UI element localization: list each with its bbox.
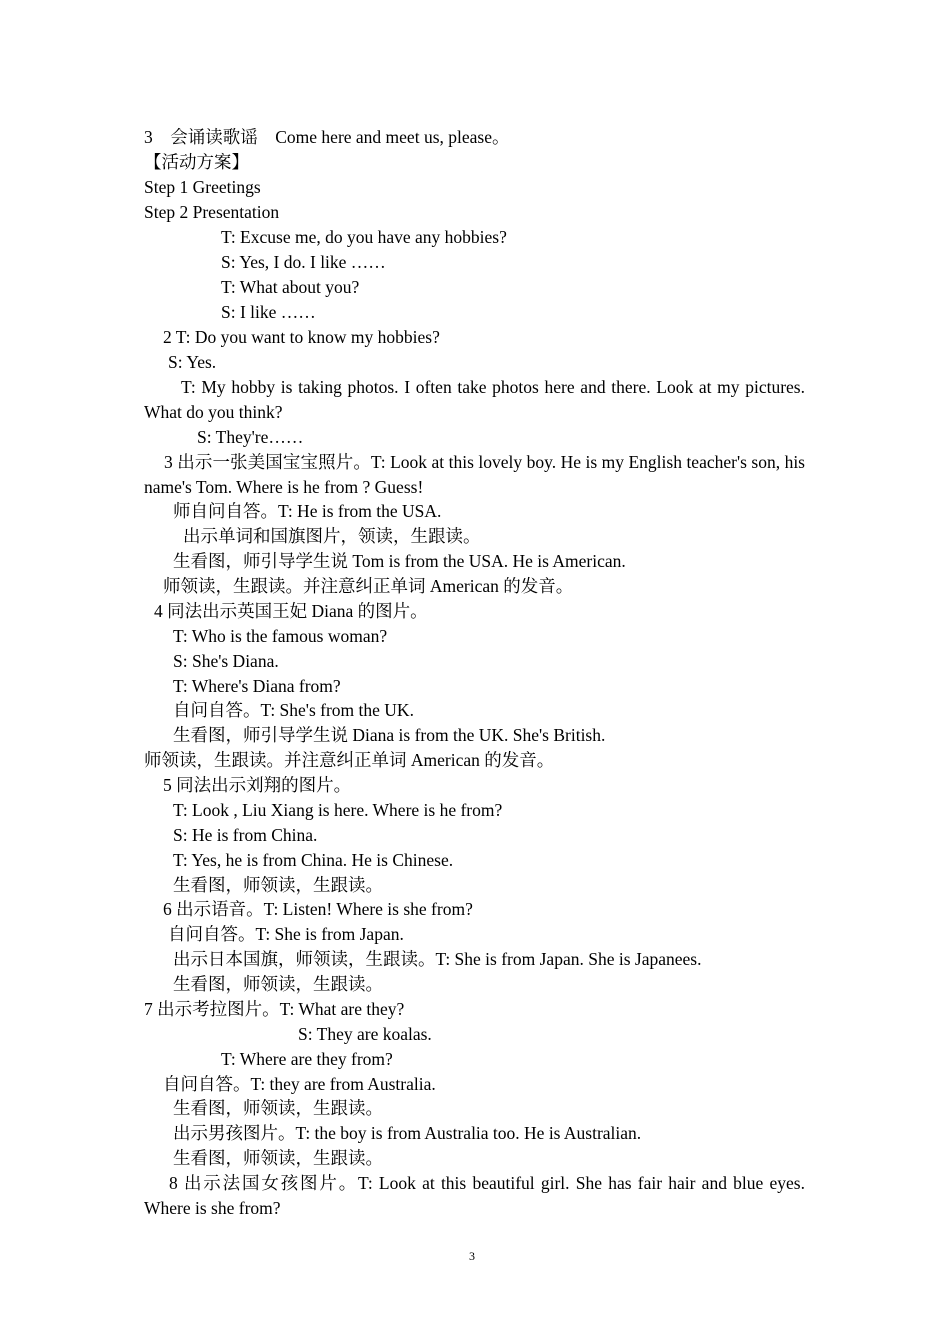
part-7-line: 自问自答。T: they are from Australia. — [163, 1074, 436, 1094]
part-7-line: 出示男孩图片。T: the boy is from Australia too. He is Australian. — [173, 1123, 642, 1143]
dialogue-line: T: What about you? — [221, 277, 360, 297]
part-2-paragraph: T: My hobby is taking photos. I often take photos here and there. Look at my pictures. What do you think? — [144, 377, 805, 422]
part-4-line: 自问自答。T: She's from the UK. — [173, 700, 414, 720]
part-3-line: 出示单词和国旗图片，领读，生跟读。 — [183, 526, 481, 546]
part-5-line: 生看图，师领读，生跟读。 — [173, 875, 383, 895]
part-7-line: 7 出示考拉图片。T: What are they? — [144, 999, 405, 1019]
part-5-line: T: Yes, he is from China. He is Chinese. — [173, 850, 454, 870]
part-3-line: 生看图，师引导学生说 Tom is from the USA. He is American. — [173, 551, 626, 571]
objective-3: 3 会诵读歌谣 Come here and meet us, please。 — [144, 127, 510, 147]
part-6-line: 出示日本国旗，师领读，生跟读。T: She is from Japan. She is Japanees. — [173, 949, 702, 969]
part-5-line: S: He is from China. — [173, 825, 318, 845]
part-3-line: 师领读，生跟读。并注意纠正单词 American 的发音。 — [163, 576, 574, 596]
part-2-line: S: They're…… — [197, 427, 304, 447]
part-2-line: S: Yes. — [168, 352, 217, 372]
part-5-line: T: Look , Liu Xiang is here. Where is he from? — [173, 800, 503, 820]
part-2-line: 2 T: Do you want to know my hobbies? — [163, 327, 440, 347]
part-4-line: T: Who is the famous woman? — [173, 626, 388, 646]
part-4-line: T: Where's Diana from? — [173, 676, 341, 696]
dialogue-line: T: Excuse me, do you have any hobbies? — [221, 227, 507, 247]
step-1: Step 1 Greetings — [144, 177, 261, 197]
part-4-line: S: She's Diana. — [173, 651, 279, 671]
part-4-line: 4 同法出示英国王妃 Diana 的图片。 — [154, 601, 428, 621]
part-5-line: 5 同法出示刘翔的图片。 — [163, 775, 352, 795]
part-6-line: 生看图，师领读，生跟读。 — [173, 974, 383, 994]
part-7-line: T: Where are they from? — [221, 1049, 393, 1069]
part-7-line: S: They are koalas. — [298, 1024, 432, 1044]
part-7-line: 生看图，师领读，生跟读。 — [173, 1098, 383, 1118]
part-3-line: 师自问自答。T: He is from the USA. — [173, 501, 442, 521]
step-2: Step 2 Presentation — [144, 202, 280, 222]
part-7-line: 生看图，师领读，生跟读。 — [173, 1148, 383, 1168]
part-6-line: 自问自答。T: She is from Japan. — [168, 924, 404, 944]
part-3-paragraph: 3 出示一张美国宝宝照片。T: Look at this lovely boy. He is my English teacher's son, his name's Tom. Where is he from ? Guess! — [144, 452, 805, 497]
part-4-line: 师领读，生跟读。并注意纠正单词 American 的发音。 — [144, 750, 555, 770]
dialogue-line: S: I like …… — [221, 302, 316, 322]
part-8-paragraph: 8 出示法国女孩图片。T: Look at this beautiful girl. She has fair hair and blue eyes. Where is she from? — [144, 1173, 805, 1218]
section-heading: 【活动方案】 — [144, 152, 249, 172]
part-6-line: 6 出示语音。T: Listen! Where is she from? — [163, 899, 473, 919]
part-4-line: 生看图，师引导学生说 Diana is from the UK. She's British. — [173, 725, 606, 745]
page-number: 3 — [469, 1249, 475, 1263]
dialogue-line: S: Yes, I do. I like …… — [221, 252, 386, 272]
